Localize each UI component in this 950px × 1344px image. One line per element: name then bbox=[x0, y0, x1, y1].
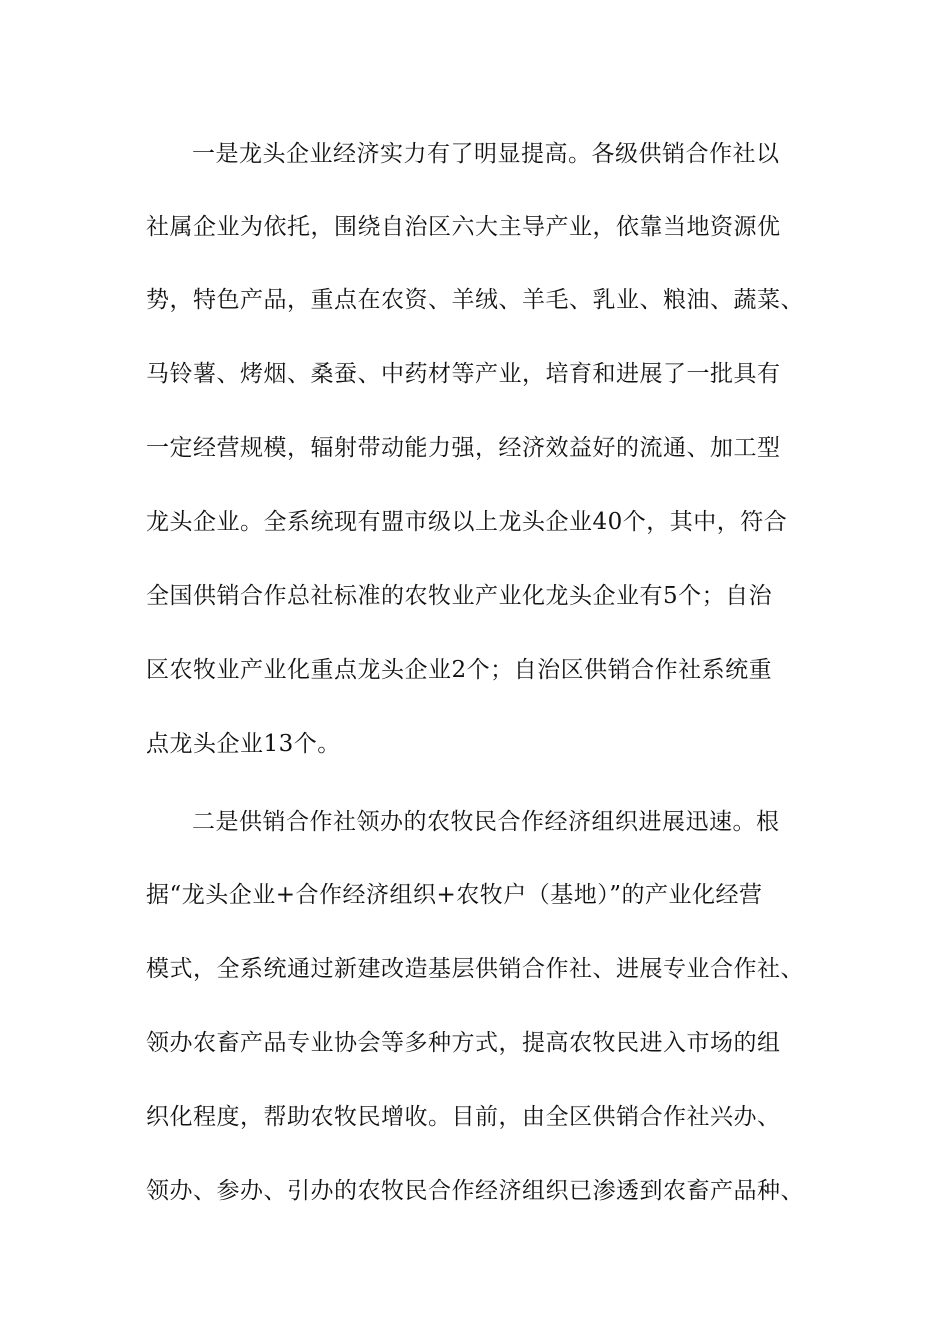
paragraph-2-line-6: 领办、参办、引办的农牧民合作经济组织已渗透到农畜产品种、 bbox=[146, 1178, 804, 1204]
paragraph-1-line-7: 全国供销合作总社标准的农牧业产业化龙头企业有5个；自治 bbox=[146, 583, 773, 609]
paragraph-1-line-6: 龙头企业。全系统现有盟市级以上龙头企业40个，其中，符合 bbox=[146, 509, 788, 535]
paragraph-1-line-3: 势，特色产品，重点在农资、羊绒、羊毛、乳业、粮油、蔬菜、 bbox=[146, 287, 804, 313]
paragraph-2-line-5: 织化程度，帮助农牧民增收。目前，由全区供销合作社兴办、 bbox=[146, 1104, 781, 1130]
paragraph-1-line-1: 一是龙头企业经济实力有了明显提高。各级供销合作社以 bbox=[192, 141, 780, 167]
paragraph-2-line-2: 据“龙头企业+合作经济组织+农牧户（基地）”的产业化经营 bbox=[146, 882, 763, 908]
paragraph-1-line-5: 一定经营规模，辐射带动能力强，经济效益好的流通、加工型 bbox=[146, 435, 781, 461]
paragraph-2-line-1: 二是供销合作社领办的农牧民合作经济组织进展迅速。根 bbox=[192, 809, 780, 835]
paragraph-1-line-2: 社属企业为依托，围绕自治区六大主导产业，依靠当地资源优 bbox=[146, 214, 781, 240]
paragraph-2-line-4: 领办农畜产品专业协会等多种方式，提高农牧民进入市场的组 bbox=[146, 1030, 781, 1056]
paragraph-2-line-3: 模式，全系统通过新建改造基层供销合作社、进展专业合作社、 bbox=[146, 956, 804, 982]
paragraph-1-line-4: 马铃薯、烤烟、桑蚕、中药材等产业，培育和进展了一批具有 bbox=[146, 361, 781, 387]
paragraph-1-line-8: 区农牧业产业化重点龙头企业2个；自治区供销合作社系统重 bbox=[146, 657, 773, 683]
paragraph-1-line-9: 点龙头企业13个。 bbox=[146, 731, 341, 757]
